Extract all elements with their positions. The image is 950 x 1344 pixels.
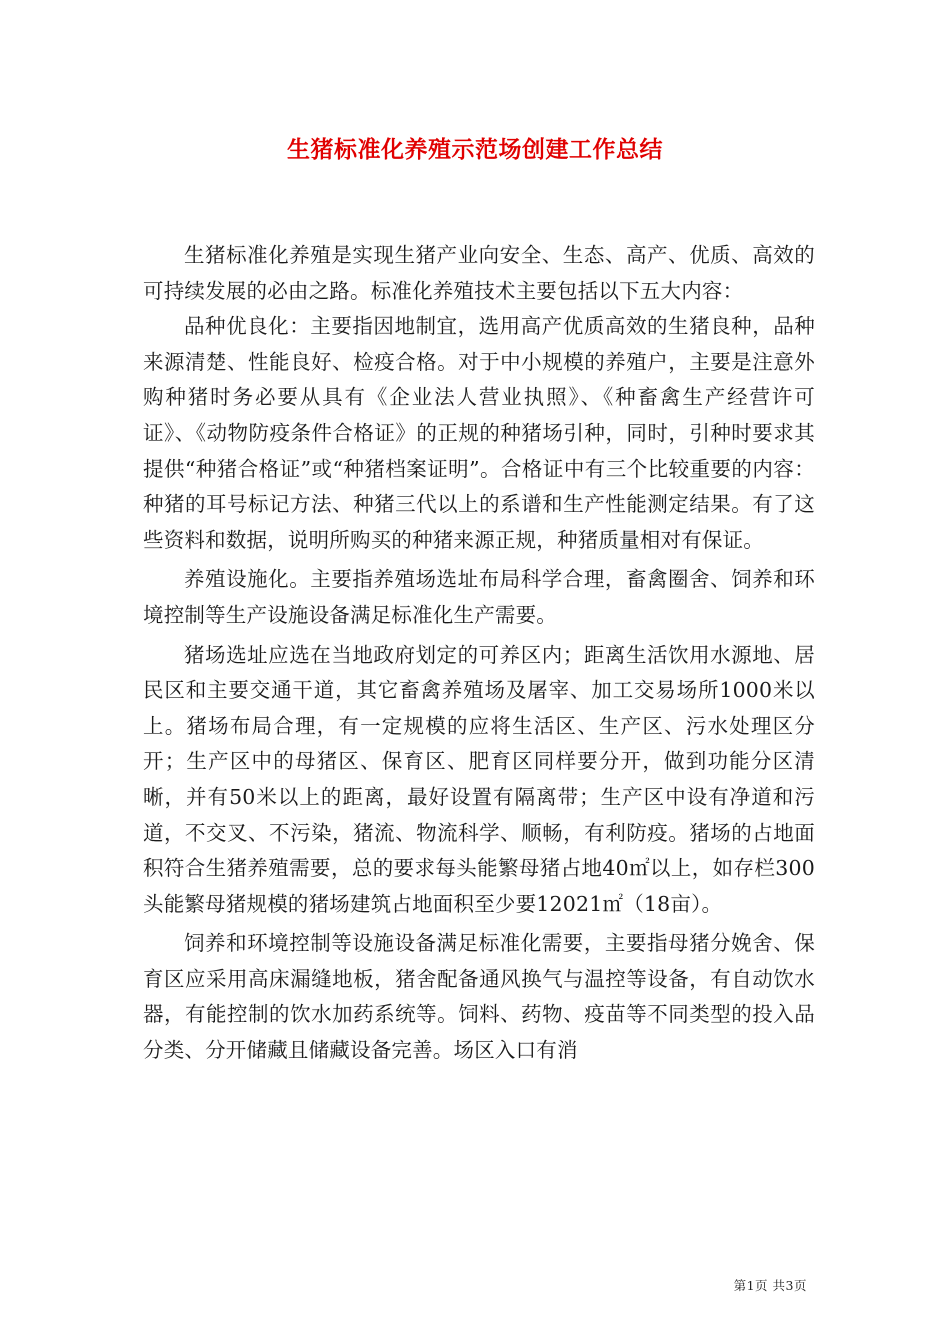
paragraph-intro: 生猪标准化养殖是实现生猪产业向安全、生态、高产、优质、高效的可持续发展的必由之路。标准化养殖技术主要包括以下五大内容： xyxy=(143,243,815,303)
page-number: 第1页 共3页 xyxy=(733,1278,807,1293)
paragraph-breed: 品种优良化：主要指因地制宜，选用高产优质高效的生猪良种，品种来源清楚、性能良好、检疫合格。对于中小规模的养殖户，主要是注意外购种猪时务必要从具有《企业法人营业执照》、《种畜禽生产经营许可证》、《动物防疫条件合格证》的正规的种猪场引种，同时，引种时要求其提供“种猪合格证”或“种猪档案证明”。合格证中有三个比较重要的内容：种猪的耳号标记方法、种猪三代以上的系谱和生产性能测定结果。有了这些资料和数据，说明所购买的种猪来源正规，种猪质量相对有保证。 xyxy=(143,314,815,552)
paragraph-facilities: 养殖设施化。主要指养殖场选址布局科学合理，畜禽圈舍、饲养和环境控制等生产设施设备满足标准化生产需要。 xyxy=(143,567,815,627)
paragraph-equipment: 饲养和环境控制等设施设备满足标准化需要，主要指母猪分娩舍、保育区应采用高床漏缝地板，猪舍配备通风换气与温控等设备，有自动饮水器，有能控制的饮水加药系统等。饲料、药物、疫苗等不同类型的投入品分类、分开储藏且储藏设备完善。场区入口有消 xyxy=(143,931,815,1063)
document-body xyxy=(143,238,815,1069)
document-title: 生猪标准化养殖示范场创建工作总结 xyxy=(287,137,663,163)
paragraph-site-selection: 猪场选址应选在当地政府划定的可养区内；距离生活饮用水源地、居民区和主要交通干道，其它畜禽养殖场及屠宰、加工交易场所1000米以上。猪场布局合理，有一定规模的应将生活区、生产区、污水处理区分开；生产区中的母猪区、保育区、肥育区同样要分开，做到功能分区清晰，并有50米以上的距离，最好设置有隔离带；生产区中设有净道和污道，不交叉、不污染，猪流、物流科学、顺畅，有利防疫。猪场的占地面积符合生猪养殖需要，总的要求每头能繁母猪占地40㎡以上，如存栏300头能繁母猪规模的猪场建筑占地面积至少要12021㎡（18亩）。 xyxy=(143,642,815,916)
